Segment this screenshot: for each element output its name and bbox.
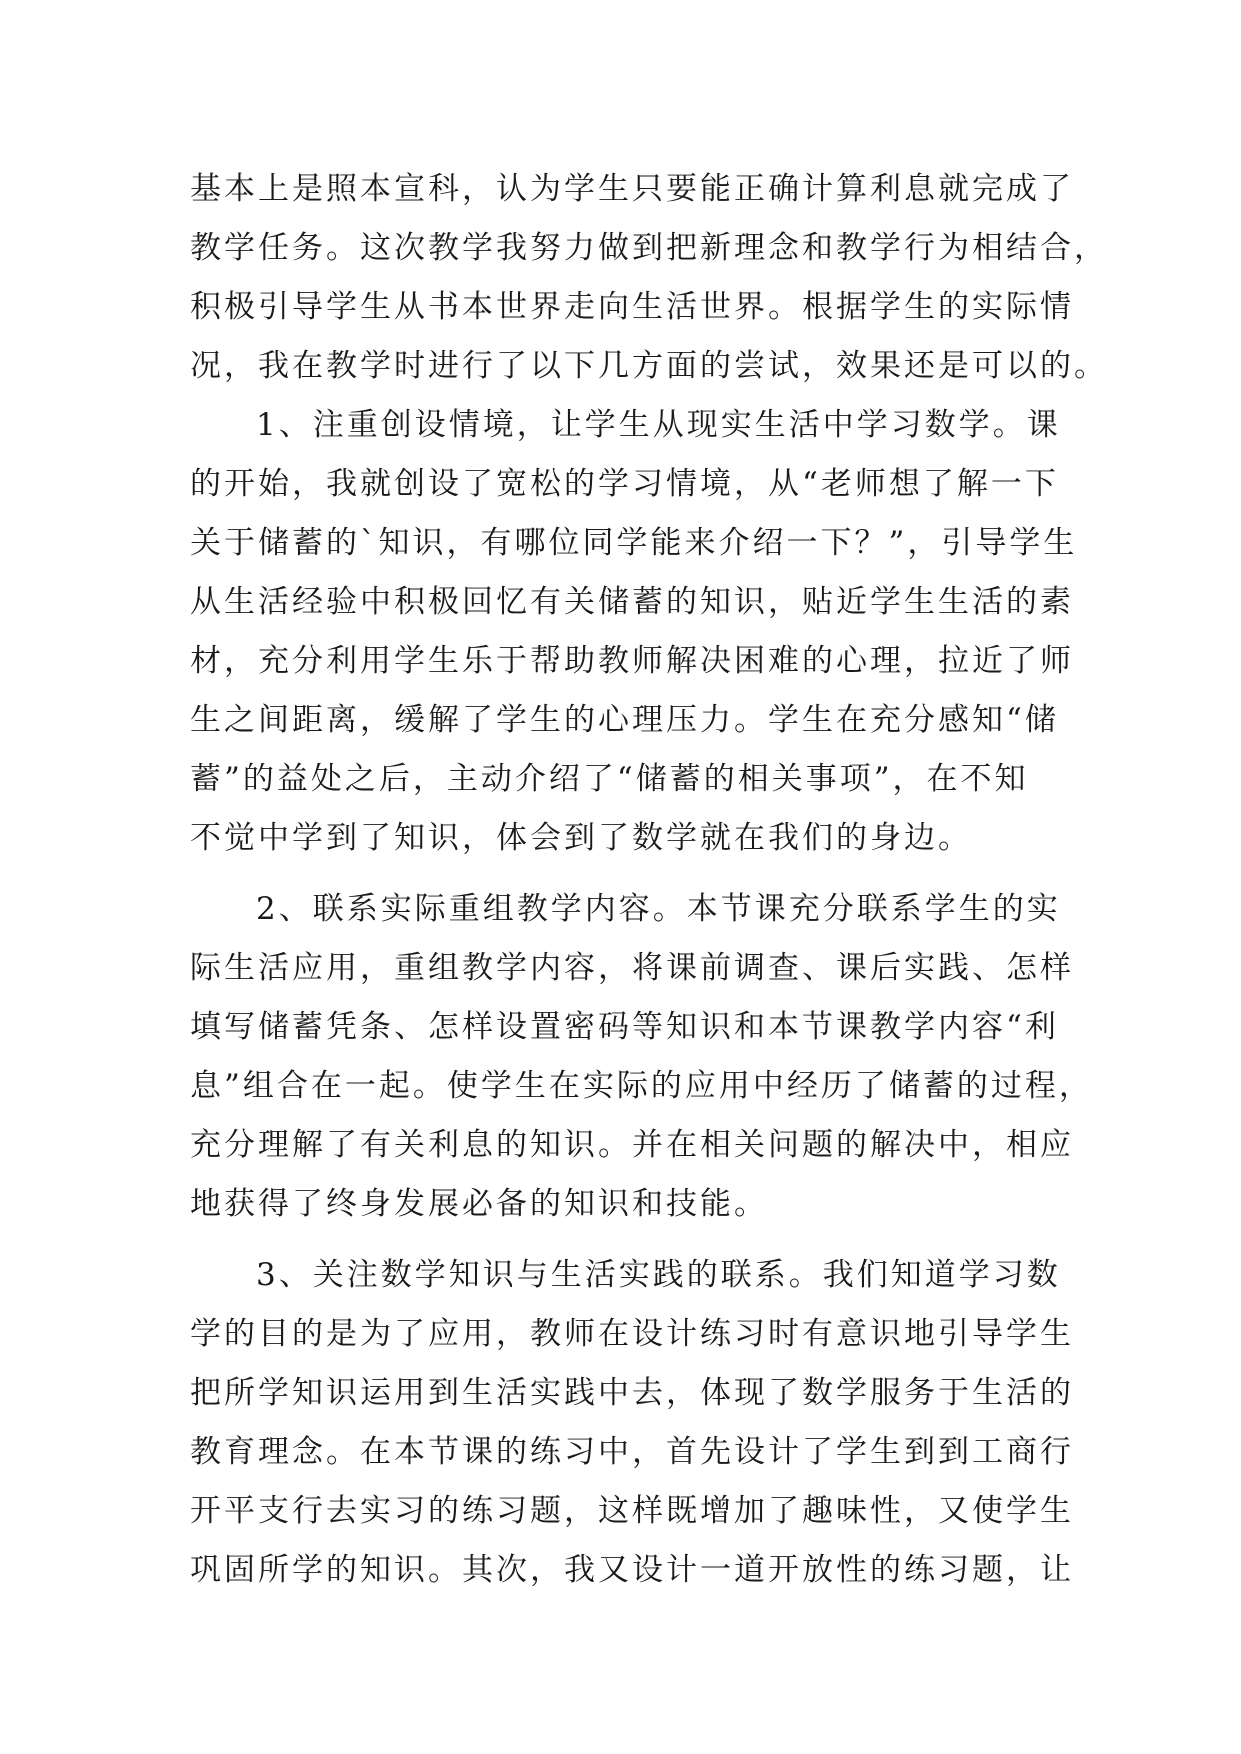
text-line: 填写储蓄凭条、怎样设置密码等知识和本节课教学内容“利 xyxy=(190,1009,1059,1045)
text-line: 况，我在教学时进行了以下几方面的尝试，效果还是可以的。 xyxy=(190,348,1108,384)
text-line: 际生活应用，重组教学内容，将课前调查、课后实践、怎样 xyxy=(190,950,1074,986)
text-line: 蓄”的益处之后，主动介绍了“储蓄的相关事项”，在不知 xyxy=(190,761,1029,797)
paragraph-1-start: 1、注重创设情境，让学生从现实生活中学习数学。课 xyxy=(256,407,1061,443)
text-line: 关于储蓄的`知识，有哪位同学能来介绍一下？”，引导学生 xyxy=(190,525,1078,561)
text-line: 息”组合在一起。使学生在实际的应用中经历了储蓄的过程， xyxy=(190,1068,1093,1104)
text-line: 基本上是照本宣科，认为学生只要能正确计算利息就完成了 xyxy=(190,171,1074,207)
text-line: 从生活经验中积极回忆有关储蓄的知识，贴近学生生活的素 xyxy=(190,584,1074,620)
paragraph-3-start: 3、关注数学知识与生活实践的联系。我们知道学习数 xyxy=(256,1257,1061,1293)
text-line: 把所学知识运用到生活实践中去，体现了数学服务于生活的 xyxy=(190,1375,1074,1411)
text-line: 不觉中学到了知识，体会到了数学就在我们的身边。 xyxy=(190,820,972,856)
paragraph-2-start: 2、联系实际重组教学内容。本节课充分联系学生的实 xyxy=(256,891,1061,927)
text-line: 巩固所学的知识。其次，我又设计一道开放性的练习题，让 xyxy=(190,1552,1074,1588)
text-line: 充分理解了有关利息的知识。并在相关问题的解决中，相应 xyxy=(190,1127,1074,1163)
body-text xyxy=(190,160,1108,1600)
text-line: 教育理念。在本节课的练习中，首先设计了学生到到工商行 xyxy=(190,1434,1074,1470)
text-line: 的开始，我就创设了宽松的学习情境，从“老师想了解一下 xyxy=(190,466,1059,502)
text-line: 材，充分利用学生乐于帮助教师解决困难的心理，拉近了师 xyxy=(190,643,1074,679)
text-line: 积极引导学生从书本世界走向生活世界。根据学生的实际情 xyxy=(190,289,1074,325)
text-line: 生之间距离，缓解了学生的心理压力。学生在充分感知“储 xyxy=(190,702,1059,738)
text-line: 教学任务。这次教学我努力做到把新理念和教学行为相结合， xyxy=(190,230,1108,266)
text-line: 学的目的是为了应用，教师在设计练习时有意识地引导学生 xyxy=(190,1316,1074,1352)
text-line: 地获得了终身发展必备的知识和技能。 xyxy=(190,1186,768,1222)
text-line: 开平支行去实习的练习题，这样既增加了趣味性，又使学生 xyxy=(190,1493,1074,1529)
